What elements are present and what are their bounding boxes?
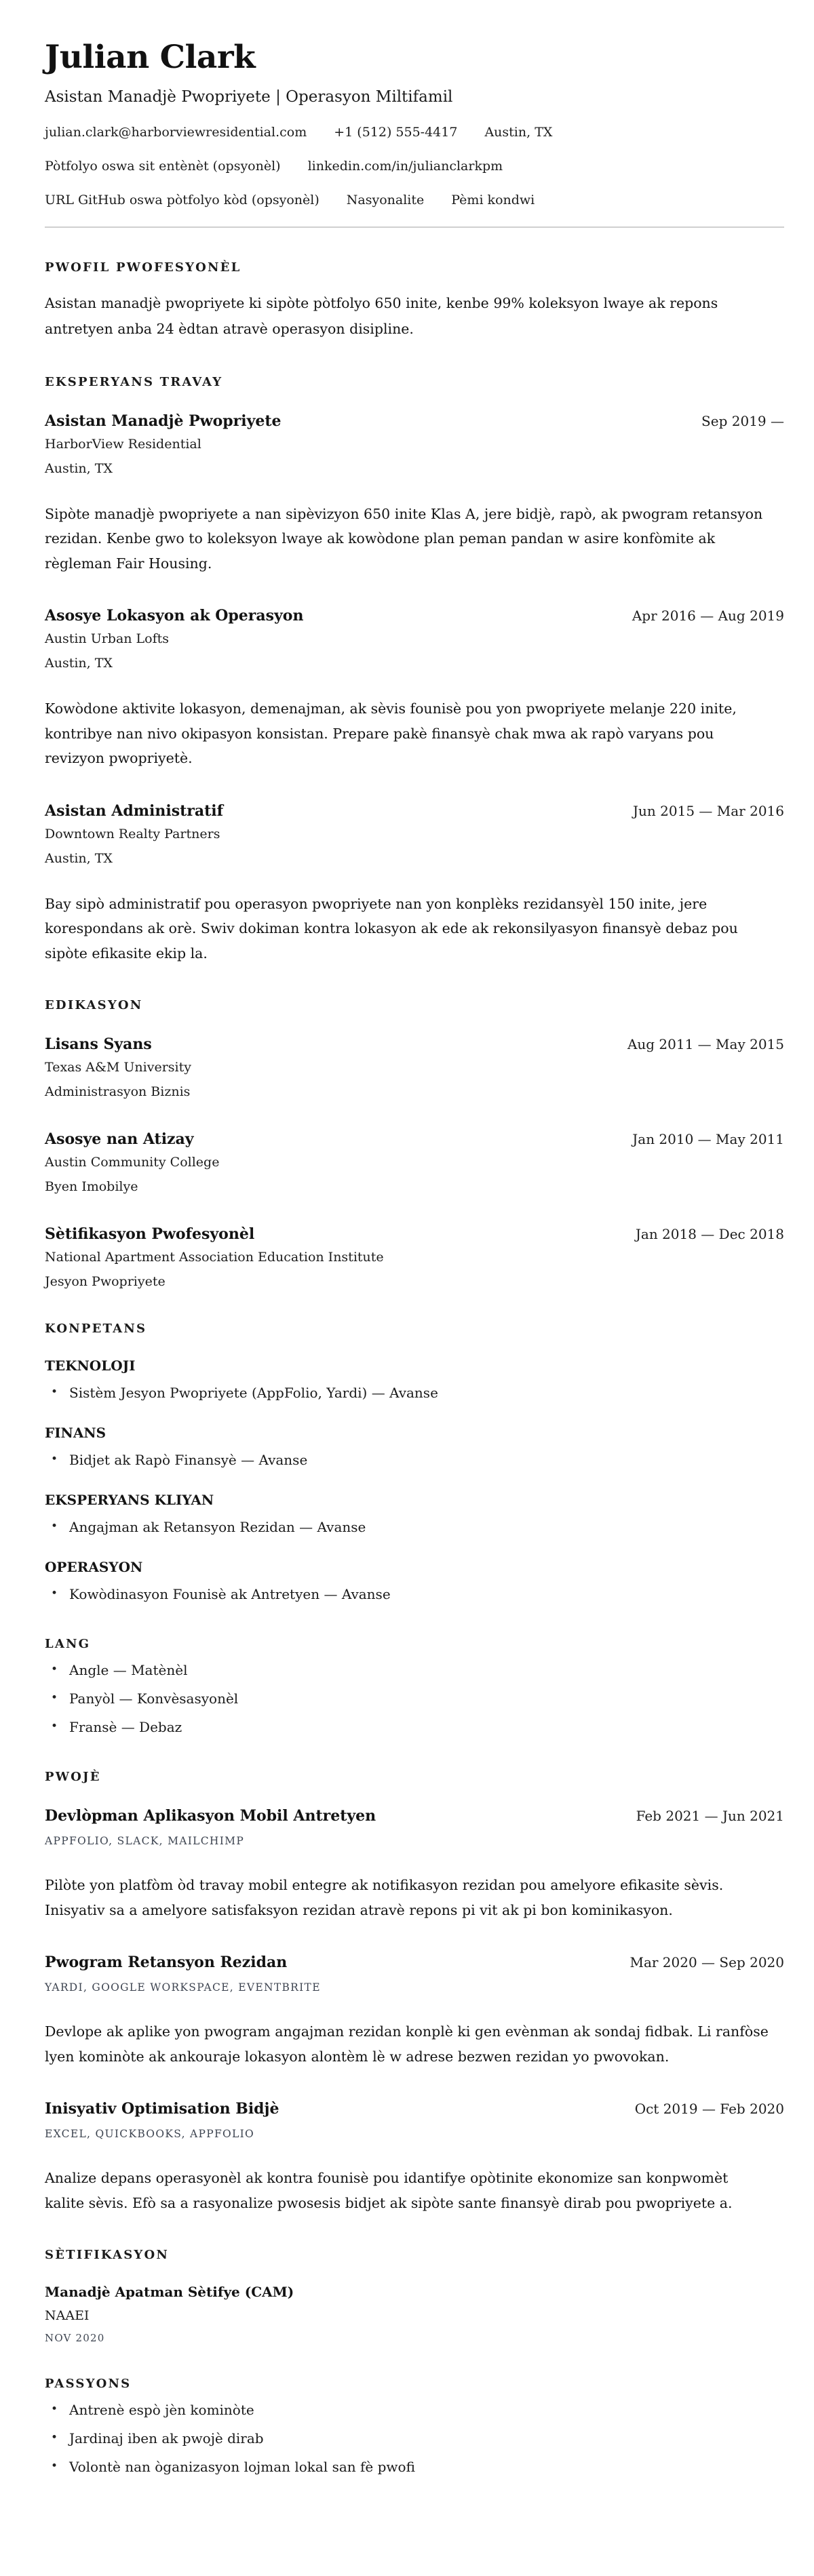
job-entry	[45, 412, 784, 576]
project-dates: Feb 2021 — Jun 2021	[636, 1808, 784, 1825]
email-text: julian.clark@harborviewresidential.com	[45, 125, 307, 140]
job-dates: Sep 2019 —	[701, 412, 784, 429]
section-projects	[45, 1770, 784, 2215]
language-item: • Angle — Matènèl	[45, 1661, 784, 1680]
contact-info	[45, 125, 784, 207]
school-name: National Apartment Association Education Institute	[45, 1250, 384, 1265]
project-tools: APPFOLIO, SLACK, MAILCHIMP	[45, 1835, 245, 1848]
passion-item: • Jardinaj iben ak pwojè dirab	[45, 2429, 784, 2449]
job-entry-head	[45, 607, 784, 625]
skill-list	[45, 1518, 784, 1537]
project-entry	[45, 1954, 784, 2069]
section-certification	[45, 2248, 784, 2344]
job-company: Downtown Realty Partners	[45, 826, 220, 841]
section-languages	[45, 1637, 784, 1737]
section-profile	[45, 260, 784, 342]
job-entry	[45, 607, 784, 770]
job-dates: Jun 2015 — Mar 2016	[633, 802, 784, 819]
header-divider	[45, 226, 784, 228]
project-title: Devlòpman Aplikasyon Mobil Antretyen	[45, 1807, 376, 1825]
project-dates: Mar 2020 — Sep 2020	[629, 1954, 784, 1971]
contact-row	[45, 193, 784, 207]
education-dates: Aug 2011 — May 2015	[627, 1036, 784, 1053]
education-entry-head	[45, 1130, 784, 1148]
project-description: Pilòte yon platfòm òd travay mobil entegre ak notifikasyon rezidan pou amelyore efikasite sèvis. Inisyativ sa a amelyore satisfaksyon rezidan atravè repons pi vit ak pi bon kominikasyon.	[45, 1877, 724, 1918]
section-skills	[45, 1322, 784, 1604]
job-title: Asosye Lokasyon ak Operasyon	[45, 607, 304, 625]
section-heading-passions: PASSYONS	[45, 2377, 132, 2392]
education-entry-head	[45, 1225, 784, 1243]
passion-list	[45, 2400, 784, 2477]
project-entry	[45, 2100, 784, 2215]
driving-license-text: Pèmi kondwi	[451, 193, 535, 208]
language-list	[45, 1661, 784, 1737]
section-education	[45, 998, 784, 1289]
job-title: Asistan Manadjè Pwopriyete	[45, 412, 282, 430]
certification-date: NOV 2020	[45, 2332, 105, 2345]
job-entry	[45, 802, 784, 966]
job-description: Bay sipò administratif pou operasyon pwopriyete nan yon konplèks rezidansyèl 150 inite, jere korespondans ak orè. Swiv dokiman kontra lokasyon ak ede ak rekonsilyasyon finansyè debaz pou sipòte efikasite ekip la.	[45, 895, 738, 962]
education-dates: Jan 2018 — Dec 2018	[635, 1226, 784, 1243]
skill-list	[45, 1585, 784, 1604]
phone-text: +1 (512) 555-4417	[334, 125, 458, 140]
location-text: Austin, TX	[484, 125, 553, 140]
section-heading-projects: PWOJÈ	[45, 1770, 101, 1785]
linkedin-text: linkedin.com/in/julianclarkpm	[307, 159, 503, 174]
section-experience	[45, 375, 784, 966]
section-heading-certification: SÈTIFIKASYON	[45, 2248, 169, 2263]
job-dates: Apr 2016 — Aug 2019	[632, 608, 784, 625]
field-of-study: Jesyon Pwopriyete	[45, 1274, 166, 1290]
section-heading-experience: EKSPERYANS TRAVAY	[45, 374, 223, 389]
contact-row	[45, 125, 784, 140]
skill-list	[45, 1383, 784, 1403]
language-item: • Panyòl — Konvèsasyonèl	[45, 1689, 784, 1709]
passion-item: • Antrenè espò jèn kominòte	[45, 2400, 784, 2420]
nationality-text: Nasyonalite	[346, 193, 425, 208]
portfolio-text: Pòtfolyo oswa sit entènèt (opsyonèl)	[45, 159, 281, 174]
skill-list	[45, 1450, 784, 1470]
project-description: Analize depans operasyonèl ak kontra founisè pou idantifye opòtinite ekonomize san konpwomèt kalite sèvis. Efò sa a rasyonalize pwosesis bidjet ak sipòte sante finansyè dirab pou pwopriyete a.	[45, 2170, 733, 2211]
profile-summary: Asistan manadjè pwopriyete ki sipòte pòtfolyo 650 inite, kenbe 99% koleksyon lwaye ak repons antretyen anba 24 èdtan atravè operasyon disipline.	[45, 295, 718, 337]
skill-item: • Kowòdinasyon Founisè ak Antretyen — Avanse	[45, 1585, 784, 1604]
project-entry-head	[45, 1807, 784, 1825]
skill-item: • Angajman ak Retansyon Rezidan — Avanse	[45, 1518, 784, 1537]
candidate-name: Julian Clark	[45, 39, 256, 76]
skill-item: • Sistèm Jesyon Pwopriyete (AppFolio, Yardi) — Avanse	[45, 1383, 784, 1403]
field-of-study: Administrasyon Biznis	[45, 1084, 191, 1100]
project-entry	[45, 1807, 784, 1922]
school-name: Austin Community College	[45, 1155, 220, 1170]
degree-title: Asosye nan Atizay	[45, 1130, 194, 1149]
job-company: HarborView Residential	[45, 436, 201, 452]
certification-name: Manadjè Apatman Sètifye (CAM)	[45, 2284, 294, 2301]
project-entry-head	[45, 2100, 784, 2118]
project-title: Inisyativ Optimisation Bidjè	[45, 2100, 279, 2118]
section-heading-profile: PWOFIL PWOFESYONÈL	[45, 260, 241, 275]
education-entry	[45, 1225, 784, 1289]
job-title: Asistan Administratif	[45, 801, 224, 820]
section-heading-skills: KONPETANS	[45, 1322, 147, 1336]
education-entry	[45, 1035, 784, 1099]
job-location: Austin, TX	[45, 460, 113, 476]
project-tools: YARDI, GOOGLE WORKSPACE, EVENTBRITE	[45, 1981, 321, 1994]
resume-header	[45, 39, 784, 228]
job-entry-head	[45, 802, 784, 820]
skill-group-name: EKSPERYANS KLIYAN	[45, 1492, 214, 1509]
field-of-study: Byen Imobilye	[45, 1179, 138, 1195]
job-description: Sipòte manadjè pwopriyete a nan sipèvizyon 650 inite Klas A, jere bidjè, rapò, ak pwogram retansyon rezidan. Kenbe gwo to koleksyon lwaye ak kowòdone plan peman pandan w asire konfòmite ak règleman Fair Housing.	[45, 505, 763, 572]
section-heading-education: EDIKASYON	[45, 998, 143, 1013]
certification-issuer: NAAEI	[45, 2308, 90, 2324]
language-item: • Fransè — Debaz	[45, 1718, 784, 1737]
job-location: Austin, TX	[45, 656, 113, 671]
school-name: Texas A&M University	[45, 1060, 191, 1075]
section-heading-languages: LANG	[45, 1637, 91, 1652]
contact-row	[45, 159, 784, 174]
education-entry-head	[45, 1035, 784, 1053]
skill-group-name: TEKNOLOJI	[45, 1358, 136, 1374]
degree-title: Sètifikasyon Pwofesyonèl	[45, 1225, 255, 1244]
education-dates: Jan 2010 — May 2011	[632, 1131, 784, 1148]
skill-group-name: OPERASYON	[45, 1559, 143, 1576]
candidate-headline: Asistan Manadjè Pwopriyete | Operasyon Miltifamil	[45, 88, 453, 106]
project-description: Devlope ak aplike yon pwogram angajman rezidan konplè ki gen evènman ak sondaj fidbak. Li ranfòse lyen kominòte ak ankouraje lokasyon alontèm lè w adrese bezwen rezidan yo pwovokan.	[45, 2023, 769, 2065]
skill-group-name: FINANS	[45, 1425, 106, 1442]
job-company: Austin Urban Lofts	[45, 631, 170, 647]
job-entry-head	[45, 412, 784, 430]
project-entry-head	[45, 1954, 784, 1971]
degree-title: Lisans Syans	[45, 1035, 152, 1054]
job-location: Austin, TX	[45, 850, 113, 866]
section-passions	[45, 2377, 784, 2477]
project-tools: EXCEL, QUICKBOOKS, APPFOLIO	[45, 2128, 255, 2141]
github-text: URL GitHub oswa pòtfolyo kòd (opsyonèl)	[45, 193, 319, 208]
job-description: Kowòdone aktivite lokasyon, demenajman, ak sèvis founisè pou yon pwopriyete melanje 220 inite, kontribye nan nivo okipasyon konsistan. Prepare pakè finansyè chak mwa ak rapò varyans pou revizyon pwopriyetè.	[45, 700, 737, 767]
education-entry	[45, 1130, 784, 1194]
project-title: Pwogram Retansyon Rezidan	[45, 1954, 288, 1972]
skill-item: • Bidjet ak Rapò Finansyè — Avanse	[45, 1450, 784, 1470]
passion-item: • Volontè nan òganizasyon lojman lokal san fè pwofi	[45, 2457, 784, 2477]
project-dates: Oct 2019 — Feb 2020	[634, 2101, 784, 2118]
